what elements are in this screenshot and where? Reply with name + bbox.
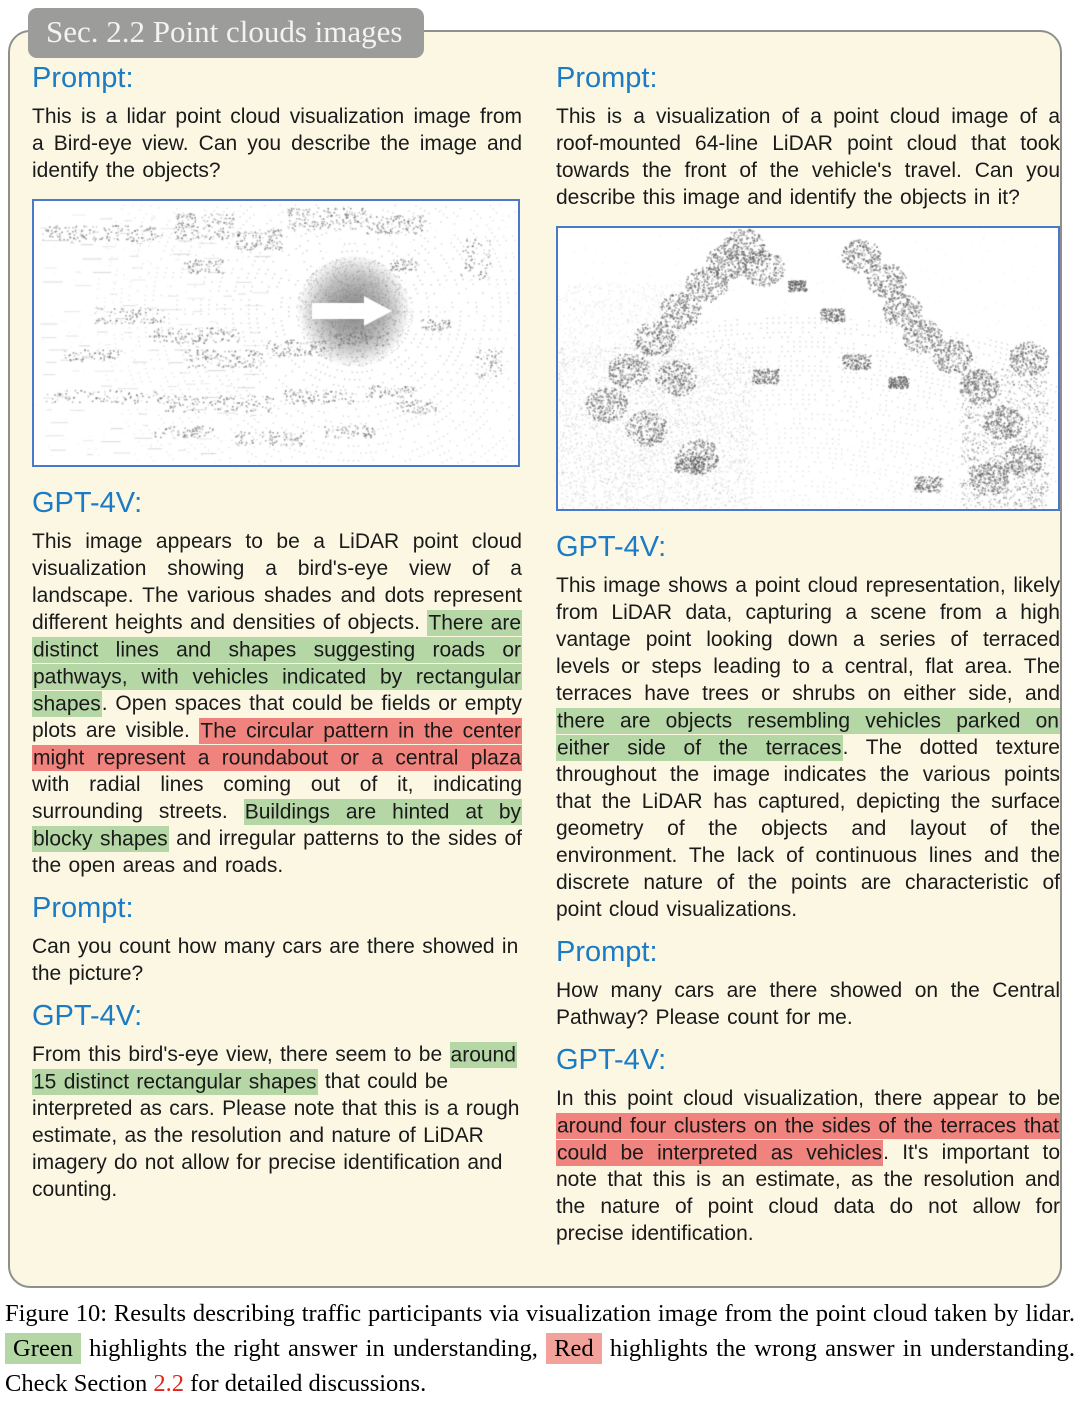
highlight-green: around 15 distinct rectangular shapes <box>33 1043 516 1093</box>
gpt-response-text <box>32 528 522 879</box>
gpt4v-heading: GPT-4V: <box>556 531 667 563</box>
highlight-green: there are objects resembling vehicles parked on either side of the terraces <box>557 709 1059 759</box>
left-column <box>32 32 522 1207</box>
highlight-green: There are distinct lines and shapes suggesting roads or pathways, with vehicles indicated by rectangular shapes <box>33 611 521 715</box>
section-tab <box>28 8 424 58</box>
prompt-heading: Prompt: <box>32 892 134 924</box>
gpt4v-heading: GPT-4V: <box>32 487 143 519</box>
highlight-green: Green <box>5 1333 81 1364</box>
text-segment: for detailed discussions. <box>183 1370 427 1397</box>
text-segment: with radial lines coming out of it, indicating surrounding streets. <box>32 773 522 823</box>
text-segment: . It's important to note that this is an estimate, as the resolution and the nature of point cloud data do not allow for precise identification. <box>556 1141 1060 1245</box>
text-segment: highlights the wrong answer in understanding. Check Section <box>5 1335 1075 1397</box>
bev-point-cloud-canvas <box>34 201 518 465</box>
front-point-cloud-canvas <box>558 228 1058 509</box>
text-segment: that could be interpreted as cars. Please note that this is a rough estimate, as the resolution and nature of LiDAR imagery do not allow for precise identification and counting. <box>32 1070 520 1201</box>
text-segment: In this point cloud visualization, there appear to be <box>556 1087 1060 1110</box>
prompt-text: How many cars are there showed on the Central Pathway? Please count for me. <box>556 979 1060 1029</box>
prompt-heading: Prompt: <box>32 62 134 94</box>
text-segment: This image appears to be a LiDAR point cloud visualization showing a bird's-eye view of a landscape. The various shades and dots represent different heights and densities of objects. <box>32 530 522 634</box>
prompt-heading: Prompt: <box>556 62 658 94</box>
gpt4v-heading: GPT-4V: <box>32 1000 143 1032</box>
gpt-response-text <box>32 1041 522 1203</box>
text-segment: . The dotted texture throughout the image indicates the various points that the LiDAR has captured, depicting the surface geometry of the objects and layout of the environment. The lack of continuous lines and the discrete nature of the points are characteristic of point cloud visualizations. <box>556 736 1060 921</box>
prompt-text: This is a lidar point cloud visualization image from a Bird-eye view. Can you describe the image and identify the objects? <box>32 105 522 182</box>
gpt4v-heading: GPT-4V: <box>556 1044 667 1076</box>
bev-point-cloud-image <box>32 199 520 467</box>
prompt-text: Can you count how many cars are there showed in the picture? <box>32 935 519 985</box>
text-segment: This image shows a point cloud representation, likely from LiDAR data, capturing a scene from a high vantage point looking down a series of terraced levels or steps leading to a central, flat area. The terraces have trees or shrubs on either side, and <box>556 574 1060 705</box>
text-segment: highlights the right answer in understanding, <box>80 1335 547 1362</box>
gpt-response-text <box>556 572 1060 923</box>
highlight-red: around four clusters on the sides of the terraces that could be interpreted as vehicles <box>557 1114 1059 1164</box>
highlight-red: The circular pattern in the center might represent a roundabout or a central plaza <box>33 719 521 769</box>
front-point-cloud-image <box>556 226 1060 511</box>
text-segment: . Open spaces that could be fields or empty plots are visible. <box>32 692 522 742</box>
text-segment: and irregular patterns to the sides of the open areas and roads. <box>32 827 522 877</box>
right-column <box>556 32 1060 1251</box>
gpt-response-text <box>556 1085 1060 1247</box>
section-ref-link[interactable]: 2.2 <box>153 1370 184 1397</box>
highlight-red: Red <box>546 1333 601 1364</box>
prompt-heading: Prompt: <box>556 936 658 968</box>
highlight-green: Buildings are hinted at by blocky shapes <box>33 800 521 850</box>
prompt-text: This is a visualization of a point cloud image of a roof-mounted 64-line LiDAR point cloud that took towards the front of the vehicle's travel. Can you describe this image and identify the objects in it? <box>556 105 1060 209</box>
text-segment: Figure 10: Results describing traffic participants via visualization image from the point cloud taken by lidar. <box>5 1300 1075 1327</box>
figure-panel <box>8 30 1062 1288</box>
text-segment: From this bird's-eye view, there seem to be <box>32 1043 450 1066</box>
figure-caption <box>5 1296 1075 1401</box>
section-tab-label: Sec. 2.2 Point clouds images <box>46 14 403 49</box>
